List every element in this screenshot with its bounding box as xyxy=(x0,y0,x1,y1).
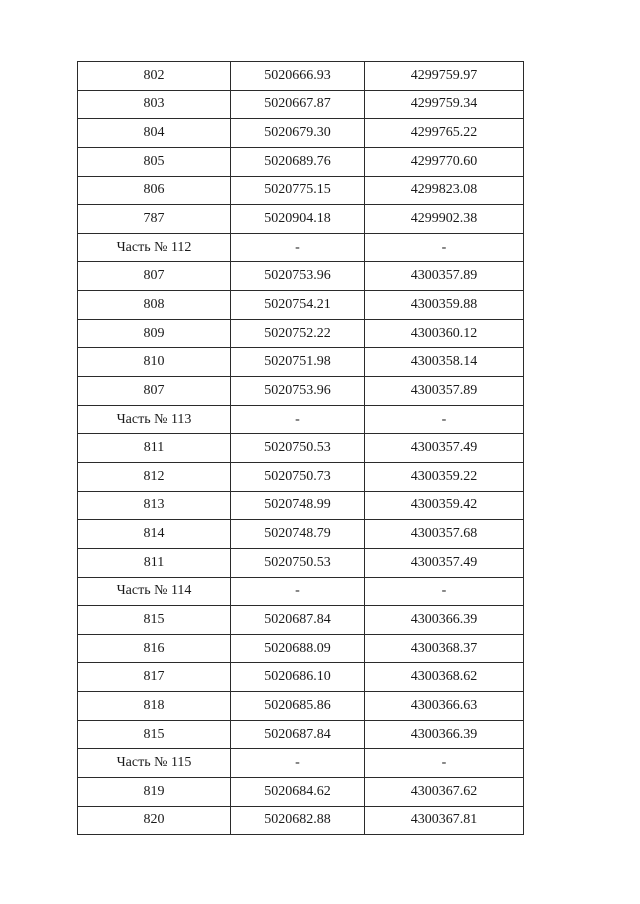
point-number-cell: 810 xyxy=(78,348,231,377)
table-row xyxy=(78,233,524,262)
table-row xyxy=(78,319,524,348)
point-number-cell: 814 xyxy=(78,520,231,549)
y-coordinate-cell: 4300368.62 xyxy=(365,663,524,692)
x-coordinate-cell: 5020753.96 xyxy=(231,377,365,406)
table-row xyxy=(78,749,524,778)
point-number-cell: 807 xyxy=(78,377,231,406)
x-coordinate-cell: 5020685.86 xyxy=(231,692,365,721)
x-coordinate-cell: 5020904.18 xyxy=(231,205,365,234)
x-coordinate-cell: 5020750.53 xyxy=(231,548,365,577)
point-number-cell: 804 xyxy=(78,119,231,148)
point-number-cell: 819 xyxy=(78,778,231,807)
point-number-cell: Часть № 115 xyxy=(78,749,231,778)
x-coordinate-cell: 5020687.84 xyxy=(231,720,365,749)
point-number-cell: 815 xyxy=(78,606,231,635)
x-coordinate-cell: - xyxy=(231,749,365,778)
table-row xyxy=(78,291,524,320)
y-coordinate-cell: 4300357.49 xyxy=(365,548,524,577)
x-coordinate-cell: 5020688.09 xyxy=(231,634,365,663)
table-row xyxy=(78,548,524,577)
y-coordinate-cell: 4300366.39 xyxy=(365,606,524,635)
point-number-cell: 802 xyxy=(78,62,231,91)
table-row xyxy=(78,577,524,606)
table-row xyxy=(78,405,524,434)
x-coordinate-cell: 5020748.79 xyxy=(231,520,365,549)
table-row xyxy=(78,692,524,721)
point-number-cell: 812 xyxy=(78,462,231,491)
table-row xyxy=(78,462,524,491)
point-number-cell: 816 xyxy=(78,634,231,663)
point-number-cell: 811 xyxy=(78,434,231,463)
y-coordinate-cell: - xyxy=(365,405,524,434)
table-row xyxy=(78,720,524,749)
table-row xyxy=(78,348,524,377)
table-row xyxy=(78,663,524,692)
point-number-cell: 806 xyxy=(78,176,231,205)
point-number-cell: 808 xyxy=(78,291,231,320)
y-coordinate-cell: 4299770.60 xyxy=(365,147,524,176)
x-coordinate-cell: 5020689.76 xyxy=(231,147,365,176)
point-number-cell: 787 xyxy=(78,205,231,234)
point-number-cell: 818 xyxy=(78,692,231,721)
y-coordinate-cell: 4300359.88 xyxy=(365,291,524,320)
x-coordinate-cell: - xyxy=(231,405,365,434)
point-number-cell: Часть № 112 xyxy=(78,233,231,262)
table-row xyxy=(78,806,524,835)
y-coordinate-cell: - xyxy=(365,577,524,606)
y-coordinate-cell: 4300357.89 xyxy=(365,262,524,291)
point-number-cell: 820 xyxy=(78,806,231,835)
point-number-cell: 809 xyxy=(78,319,231,348)
y-coordinate-cell: 4300368.37 xyxy=(365,634,524,663)
x-coordinate-cell: - xyxy=(231,577,365,606)
y-coordinate-cell: - xyxy=(365,233,524,262)
x-coordinate-cell: 5020753.96 xyxy=(231,262,365,291)
table-row xyxy=(78,634,524,663)
table-row xyxy=(78,62,524,91)
x-coordinate-cell: 5020748.99 xyxy=(231,491,365,520)
point-number-cell: 813 xyxy=(78,491,231,520)
x-coordinate-cell: 5020679.30 xyxy=(231,119,365,148)
x-coordinate-cell: 5020687.84 xyxy=(231,606,365,635)
point-number-cell: 815 xyxy=(78,720,231,749)
y-coordinate-cell: 4300357.68 xyxy=(365,520,524,549)
x-coordinate-cell: 5020667.87 xyxy=(231,90,365,119)
table-row xyxy=(78,262,524,291)
coordinates-table xyxy=(77,61,524,835)
table-row xyxy=(78,491,524,520)
y-coordinate-cell: 4299759.97 xyxy=(365,62,524,91)
y-coordinate-cell: 4300359.42 xyxy=(365,491,524,520)
point-number-cell: 811 xyxy=(78,548,231,577)
table-row xyxy=(78,147,524,176)
table-row xyxy=(78,434,524,463)
table-row xyxy=(78,90,524,119)
table-row xyxy=(78,778,524,807)
y-coordinate-cell: 4299902.38 xyxy=(365,205,524,234)
point-number-cell: Часть № 113 xyxy=(78,405,231,434)
table-row xyxy=(78,606,524,635)
x-coordinate-cell: 5020752.22 xyxy=(231,319,365,348)
point-number-cell: Часть № 114 xyxy=(78,577,231,606)
y-coordinate-cell: 4300357.49 xyxy=(365,434,524,463)
table-row xyxy=(78,176,524,205)
y-coordinate-cell: 4300367.62 xyxy=(365,778,524,807)
x-coordinate-cell: 5020666.93 xyxy=(231,62,365,91)
x-coordinate-cell: - xyxy=(231,233,365,262)
x-coordinate-cell: 5020682.88 xyxy=(231,806,365,835)
y-coordinate-cell: 4299759.34 xyxy=(365,90,524,119)
coordinates-table-body xyxy=(78,62,524,835)
y-coordinate-cell: 4300360.12 xyxy=(365,319,524,348)
point-number-cell: 807 xyxy=(78,262,231,291)
y-coordinate-cell: 4300366.63 xyxy=(365,692,524,721)
x-coordinate-cell: 5020686.10 xyxy=(231,663,365,692)
x-coordinate-cell: 5020684.62 xyxy=(231,778,365,807)
point-number-cell: 817 xyxy=(78,663,231,692)
y-coordinate-cell: 4299823.08 xyxy=(365,176,524,205)
y-coordinate-cell: 4300366.39 xyxy=(365,720,524,749)
y-coordinate-cell: 4300359.22 xyxy=(365,462,524,491)
x-coordinate-cell: 5020754.21 xyxy=(231,291,365,320)
x-coordinate-cell: 5020750.53 xyxy=(231,434,365,463)
y-coordinate-cell: 4300367.81 xyxy=(365,806,524,835)
y-coordinate-cell: 4299765.22 xyxy=(365,119,524,148)
table-row xyxy=(78,520,524,549)
y-coordinate-cell: - xyxy=(365,749,524,778)
x-coordinate-cell: 5020775.15 xyxy=(231,176,365,205)
table-row xyxy=(78,205,524,234)
y-coordinate-cell: 4300357.89 xyxy=(365,377,524,406)
x-coordinate-cell: 5020750.73 xyxy=(231,462,365,491)
point-number-cell: 805 xyxy=(78,147,231,176)
point-number-cell: 803 xyxy=(78,90,231,119)
table-row xyxy=(78,377,524,406)
x-coordinate-cell: 5020751.98 xyxy=(231,348,365,377)
y-coordinate-cell: 4300358.14 xyxy=(365,348,524,377)
table-row xyxy=(78,119,524,148)
